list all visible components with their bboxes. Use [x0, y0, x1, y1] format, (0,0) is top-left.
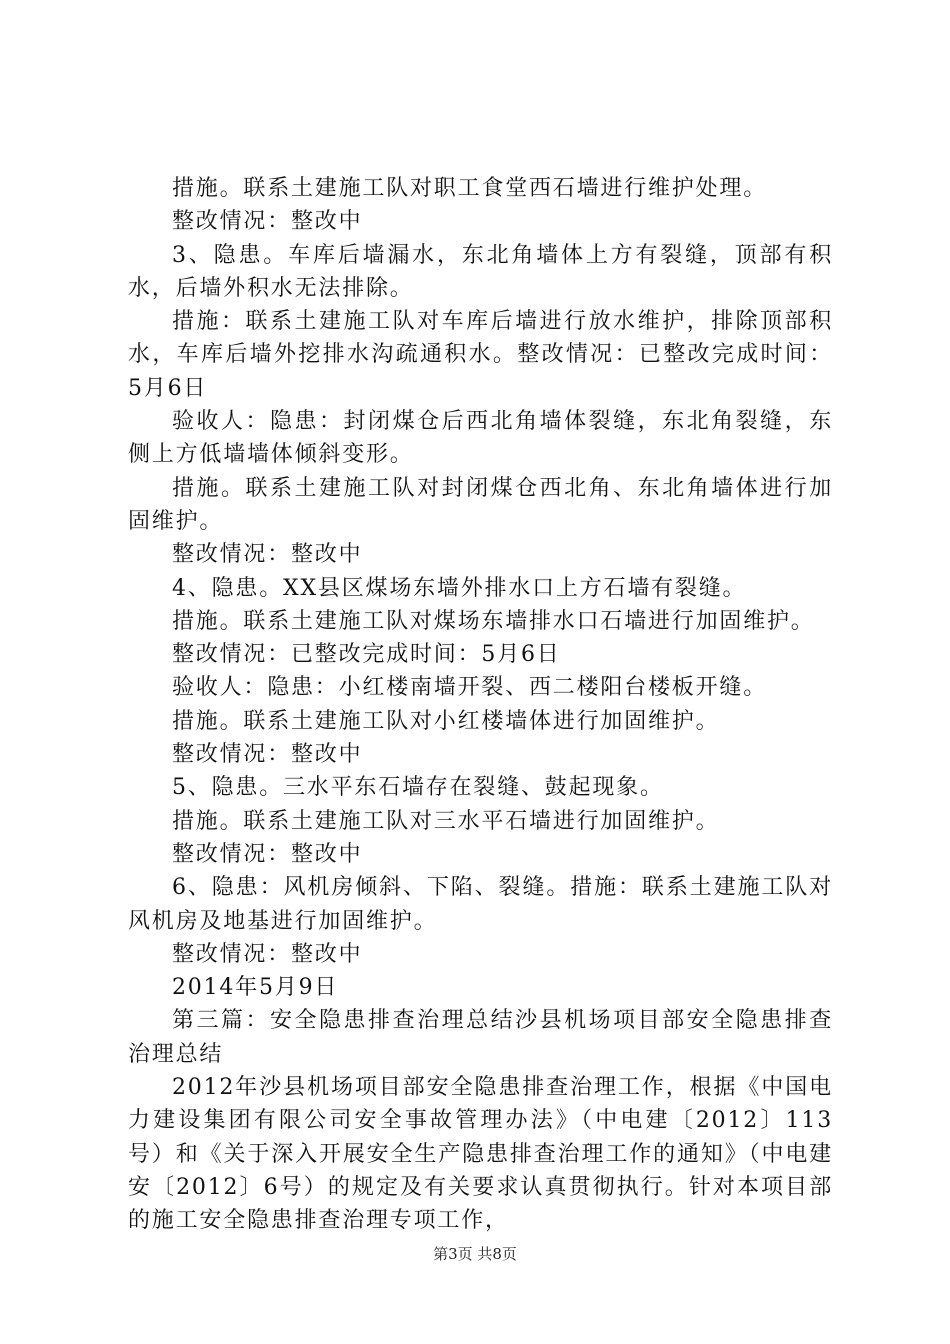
paragraph: 6、隐患：风机房倾斜、下陷、裂缝。措施：联系土建施工队对风机房及地基进行加固维护。 [128, 875, 833, 934]
paragraph: 验收人：隐患：小红楼南墙开裂、西二楼阳台楼板开缝。 [172, 675, 768, 701]
paragraph: 整改情况：整改中 [172, 542, 363, 568]
paragraph: 措施。联系土建施工队对三水平石墙进行加固维护。 [172, 808, 720, 834]
paragraph: 2012年沙县机场项目部安全隐患排查治理工作，根据《中国电力建设集团有限公司安全事故管理办法》（中电建〔2012〕113号）和《关于深入开展安全生产隐患排查治理工作的通知》（中电建安〔2012〕6号）的规定及有关要求认真贯彻执行。针对本项目部的施工安全隐患排查治理专项工作， [128, 1075, 833, 1234]
paragraph: 措施。联系土建施工队对职工食堂西石墙进行维护处理。 [172, 176, 768, 201]
paragraph: 整改情况：整改中 [172, 742, 363, 768]
date-line: 2014年5月9日 [172, 975, 339, 1001]
paragraph: 措施：联系土建施工队对车库后墙进行放水维护，排除顶部积水，车库后墙外挖排水沟疏通积水。整改情况：已整改完成时间：5月6日 [128, 309, 833, 401]
paragraph: 整改情况：已整改完成时间：5月6日 [172, 642, 561, 668]
section-heading: 第三篇：安全隐患排查治理总结沙县机场项目部安全隐患排查治理总结 [128, 1008, 833, 1067]
paragraph: 3、隐患。车库后墙漏水，东北角墙体上方有裂缝，顶部有积水，后墙外积水无法排除。 [128, 242, 833, 301]
page-footer [0, 1244, 950, 1264]
paragraph: 验收人：隐患：封闭煤仓后西北角墙体裂缝，东北角裂缝，东侧上方低墙墙体倾斜变形。 [128, 409, 833, 468]
paragraph: 措施。联系土建施工队对煤场东墙排水口石墙进行加固维护。 [172, 608, 815, 634]
paragraph: 整改情况：整改中 [172, 209, 363, 235]
paragraph: 4、隐患。XX县区煤场东墙外排水口上方石墙有裂缝。 [172, 575, 747, 601]
paragraph: 整改情况：整改中 [172, 941, 363, 967]
paragraph: 措施。联系土建施工队对封闭煤仓西北角、东北角墙体进行加固维护。 [128, 475, 833, 534]
paragraph: 5、隐患。三水平东石墙存在裂缝、鼓起现象。 [172, 775, 664, 801]
paragraph: 措施。联系土建施工队对小红楼墙体进行加固维护。 [172, 708, 720, 734]
page-number: 第3页 共8页 [433, 1245, 517, 1263]
document-body [128, 172, 833, 1238]
paragraph: 整改情况：整改中 [172, 841, 363, 867]
